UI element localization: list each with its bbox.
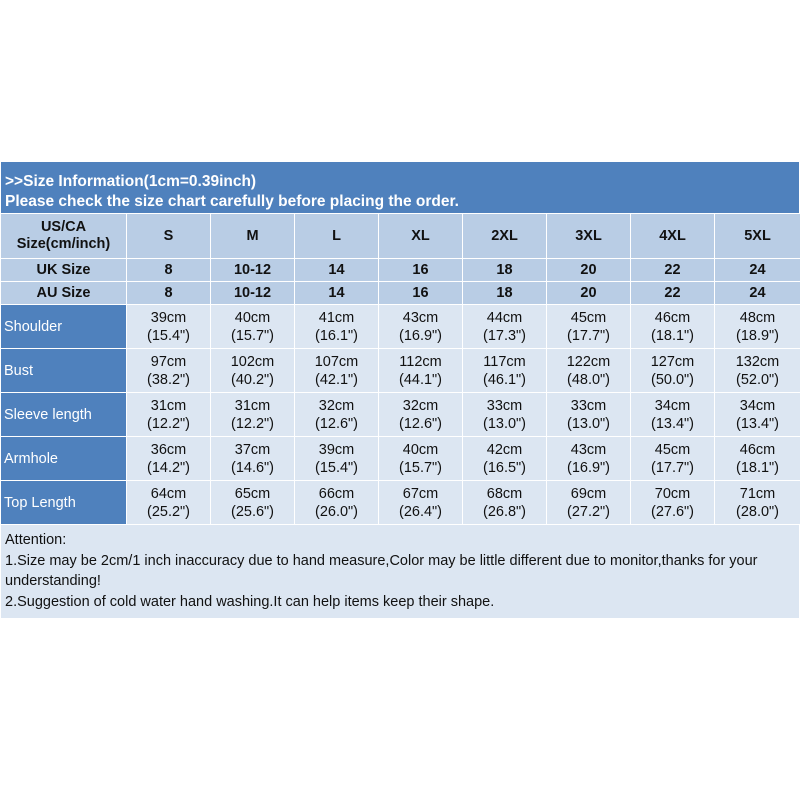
- measurement-inch: (50.0"): [650, 371, 695, 388]
- measurement-cell: [631, 349, 715, 393]
- size-cell: 14: [295, 282, 379, 305]
- measurement-cell: [379, 437, 463, 481]
- measurement-cm: 44cm: [486, 309, 523, 326]
- measurement-inch: (26.8"): [482, 503, 527, 520]
- measurement-cell: [463, 305, 547, 349]
- measurement-cell: [715, 393, 800, 437]
- size-cell: 18: [463, 259, 547, 282]
- size-cell: XL: [379, 214, 463, 259]
- attention-notes: [0, 525, 800, 619]
- measurement-cm: 65cm: [234, 485, 271, 502]
- measurement-cell: [211, 481, 295, 525]
- notes-line-2: 2.Suggestion of cold water hand washing.It can help items keep their shape.: [5, 593, 495, 610]
- measurement-cm: 45cm: [570, 309, 607, 326]
- size-cell: L: [295, 214, 379, 259]
- size-cell: 8: [127, 282, 211, 305]
- measurement-inch: (17.7"): [650, 459, 695, 476]
- size-cell: 8: [127, 259, 211, 282]
- measurement-inch: (44.1"): [398, 371, 443, 388]
- size-cell: 3XL: [547, 214, 631, 259]
- measurement-row: [1, 305, 800, 349]
- measurement-inch: (15.4"): [314, 459, 359, 476]
- measurement-row: [1, 393, 800, 437]
- measurement-inch: (13.0"): [566, 415, 611, 432]
- size-cell: 22: [631, 282, 715, 305]
- size-cell: 22: [631, 259, 715, 282]
- measurement-cm: 132cm: [735, 353, 780, 370]
- size-cell: 10-12: [211, 259, 295, 282]
- measurement-cell: [295, 305, 379, 349]
- measurement-cell: [127, 481, 211, 525]
- measurement-cm: 42cm: [486, 441, 523, 458]
- measurement-cell: [547, 437, 631, 481]
- measurement-inch: (25.2"): [146, 503, 191, 520]
- measurement-cm: 43cm: [570, 441, 607, 458]
- measurement-inch: (25.6"): [230, 503, 275, 520]
- size-cell: 20: [547, 259, 631, 282]
- size-cell: 24: [715, 259, 800, 282]
- measurement-inch: (38.2"): [146, 371, 191, 388]
- measurement-cm: 46cm: [654, 309, 691, 326]
- measurement-cell: [547, 305, 631, 349]
- measurement-row: [1, 481, 800, 525]
- size-row-label: [1, 282, 127, 305]
- measurement-cm: 68cm: [486, 485, 523, 502]
- measurement-cell: [379, 393, 463, 437]
- measurement-cm: 70cm: [654, 485, 691, 502]
- size-row-label-text: US/CA: [40, 219, 87, 235]
- measurement-cell: [463, 349, 547, 393]
- size-cell: 16: [379, 259, 463, 282]
- measurement-cell: [127, 305, 211, 349]
- measurement-cm: 69cm: [570, 485, 607, 502]
- measurement-cell: [715, 349, 800, 393]
- size-row-label: [1, 214, 127, 259]
- measurement-inch: (15.7"): [230, 327, 275, 344]
- measurement-label: [1, 305, 127, 349]
- size-row-label: [1, 259, 127, 282]
- measurement-inch: (46.1"): [482, 371, 527, 388]
- size-cell: 2XL: [463, 214, 547, 259]
- size-row-label-text: UK Size: [36, 261, 91, 278]
- measurement-label: [1, 481, 127, 525]
- measurement-inch: (48.0"): [566, 371, 611, 388]
- measurement-cm: 32cm: [318, 397, 355, 414]
- measurement-inch: (28.0"): [735, 503, 780, 520]
- size-table: [0, 213, 800, 525]
- measurement-cell: [379, 481, 463, 525]
- measurement-label: [1, 349, 127, 393]
- size-cell: M: [211, 214, 295, 259]
- measurement-inch: (17.3"): [482, 327, 527, 344]
- measurement-cm: 36cm: [150, 441, 187, 458]
- measurement-inch: (17.7"): [566, 327, 611, 344]
- size-cell: 24: [715, 282, 800, 305]
- measurement-cm: 64cm: [150, 485, 187, 502]
- header-title: >>Size Information(1cm=0.39inch): [5, 173, 257, 190]
- measurement-cm: 127cm: [650, 353, 695, 370]
- measurement-cell: [211, 305, 295, 349]
- measurement-inch: (42.1"): [314, 371, 359, 388]
- measurement-cm: 48cm: [739, 309, 776, 326]
- size-row-label-text: AU Size: [36, 284, 91, 301]
- measurement-inch: (16.9"): [566, 459, 611, 476]
- measurement-inch: (12.6"): [314, 415, 359, 432]
- measurement-cm: 46cm: [739, 441, 776, 458]
- notes-title: Attention:: [5, 532, 67, 548]
- measurement-cm: 34cm: [739, 397, 776, 414]
- size-cell: 10-12: [211, 282, 295, 305]
- measurement-cell: [463, 481, 547, 525]
- measurement-cell: [631, 393, 715, 437]
- measurement-cell: [295, 437, 379, 481]
- measurement-cm: 37cm: [234, 441, 271, 458]
- measurement-row: [1, 349, 800, 393]
- size-cell: 18: [463, 282, 547, 305]
- size-cell: 4XL: [631, 214, 715, 259]
- measurement-inch: (14.6"): [230, 459, 275, 476]
- measurement-cell: [295, 349, 379, 393]
- measurement-label-text: Shoulder: [4, 318, 63, 335]
- measurement-cm: 33cm: [570, 397, 607, 414]
- notes-line-1: 1.Size may be 2cm/1 inch inaccuracy due to hand measure,Color may be little different due to monitor,thanks for your understanding!: [5, 552, 758, 589]
- measurement-label-text: Bust: [4, 362, 34, 379]
- measurement-inch: (13.4"): [650, 415, 695, 432]
- measurement-inch: (16.5"): [482, 459, 527, 476]
- size-cell: 20: [547, 282, 631, 305]
- measurement-inch: (40.2"): [230, 371, 275, 388]
- measurement-cell: [127, 393, 211, 437]
- measurement-cell: [715, 481, 800, 525]
- measurement-cell: [379, 305, 463, 349]
- measurement-cm: 39cm: [318, 441, 355, 458]
- size-row-label-subtext: Size(cm/inch): [16, 236, 111, 252]
- measurement-inch: (14.2"): [146, 459, 191, 476]
- measurement-row: [1, 437, 800, 481]
- measurement-cm: 97cm: [150, 353, 187, 370]
- size-cell: 5XL: [715, 214, 800, 259]
- size-cell: 14: [295, 259, 379, 282]
- measurement-inch: (52.0"): [735, 371, 780, 388]
- measurement-cell: [295, 393, 379, 437]
- measurement-cell: [547, 481, 631, 525]
- measurement-inch: (16.1"): [314, 327, 359, 344]
- measurement-inch: (18.1"): [650, 327, 695, 344]
- measurement-label-text: Armhole: [4, 450, 58, 467]
- size-chart: [0, 161, 800, 619]
- measurement-inch: (13.4"): [735, 415, 780, 432]
- measurement-cell: [127, 349, 211, 393]
- measurement-cell: [295, 481, 379, 525]
- measurement-inch: (15.4"): [146, 327, 191, 344]
- size-cell: 16: [379, 282, 463, 305]
- measurement-cell: [211, 393, 295, 437]
- measurement-label-text: Top Length: [4, 494, 76, 511]
- measurement-cm: 41cm: [318, 309, 355, 326]
- measurement-label: [1, 393, 127, 437]
- measurement-cm: 71cm: [739, 485, 776, 502]
- measurement-cm: 43cm: [402, 309, 439, 326]
- measurement-inch: (12.6"): [398, 415, 443, 432]
- measurement-cm: 102cm: [230, 353, 275, 370]
- measurement-inch: (26.0"): [314, 503, 359, 520]
- header-subtitle: Please check the size chart carefully before placing the order.: [5, 193, 459, 210]
- measurement-cell: [715, 305, 800, 349]
- measurement-cell: [127, 437, 211, 481]
- measurement-cell: [631, 305, 715, 349]
- measurement-cm: 31cm: [234, 397, 271, 414]
- measurement-cell: [463, 437, 547, 481]
- measurement-inch: (13.0"): [482, 415, 527, 432]
- measurement-cell: [547, 393, 631, 437]
- measurement-inch: (15.7"): [398, 459, 443, 476]
- measurement-cm: 40cm: [234, 309, 271, 326]
- measurement-inch: (27.2"): [566, 503, 611, 520]
- measurement-cell: [631, 437, 715, 481]
- measurement-cm: 122cm: [566, 353, 611, 370]
- measurement-cm: 32cm: [402, 397, 439, 414]
- measurement-cm: 112cm: [399, 353, 442, 370]
- measurement-cm: 40cm: [402, 441, 439, 458]
- size-row: [1, 282, 800, 305]
- size-cell: S: [127, 214, 211, 259]
- measurement-cell: [211, 437, 295, 481]
- measurement-inch: (12.2"): [146, 415, 191, 432]
- measurement-cell: [463, 393, 547, 437]
- measurement-label: [1, 437, 127, 481]
- measurement-cell: [379, 349, 463, 393]
- measurement-cm: 33cm: [486, 397, 523, 414]
- measurement-cell: [715, 437, 800, 481]
- chart-header: [0, 161, 800, 213]
- size-row: [1, 259, 800, 282]
- measurement-inch: (18.1"): [735, 459, 780, 476]
- size-row: [1, 214, 800, 259]
- measurement-inch: (18.9"): [735, 327, 780, 344]
- measurement-cm: 45cm: [654, 441, 691, 458]
- measurement-label-text: Sleeve length: [4, 406, 92, 423]
- measurement-cm: 39cm: [150, 309, 187, 326]
- measurement-cm: 117cm: [483, 353, 526, 370]
- measurement-cm: 67cm: [402, 485, 439, 502]
- measurement-inch: (16.9"): [398, 327, 443, 344]
- measurement-cell: [211, 349, 295, 393]
- measurement-cm: 107cm: [314, 353, 359, 370]
- measurement-cm: 34cm: [654, 397, 691, 414]
- measurement-cm: 66cm: [318, 485, 355, 502]
- measurement-cell: [631, 481, 715, 525]
- measurement-inch: (12.2"): [230, 415, 275, 432]
- measurement-cell: [547, 349, 631, 393]
- measurement-cm: 31cm: [150, 397, 187, 414]
- measurement-inch: (27.6"): [650, 503, 695, 520]
- measurement-inch: (26.4"): [398, 503, 443, 520]
